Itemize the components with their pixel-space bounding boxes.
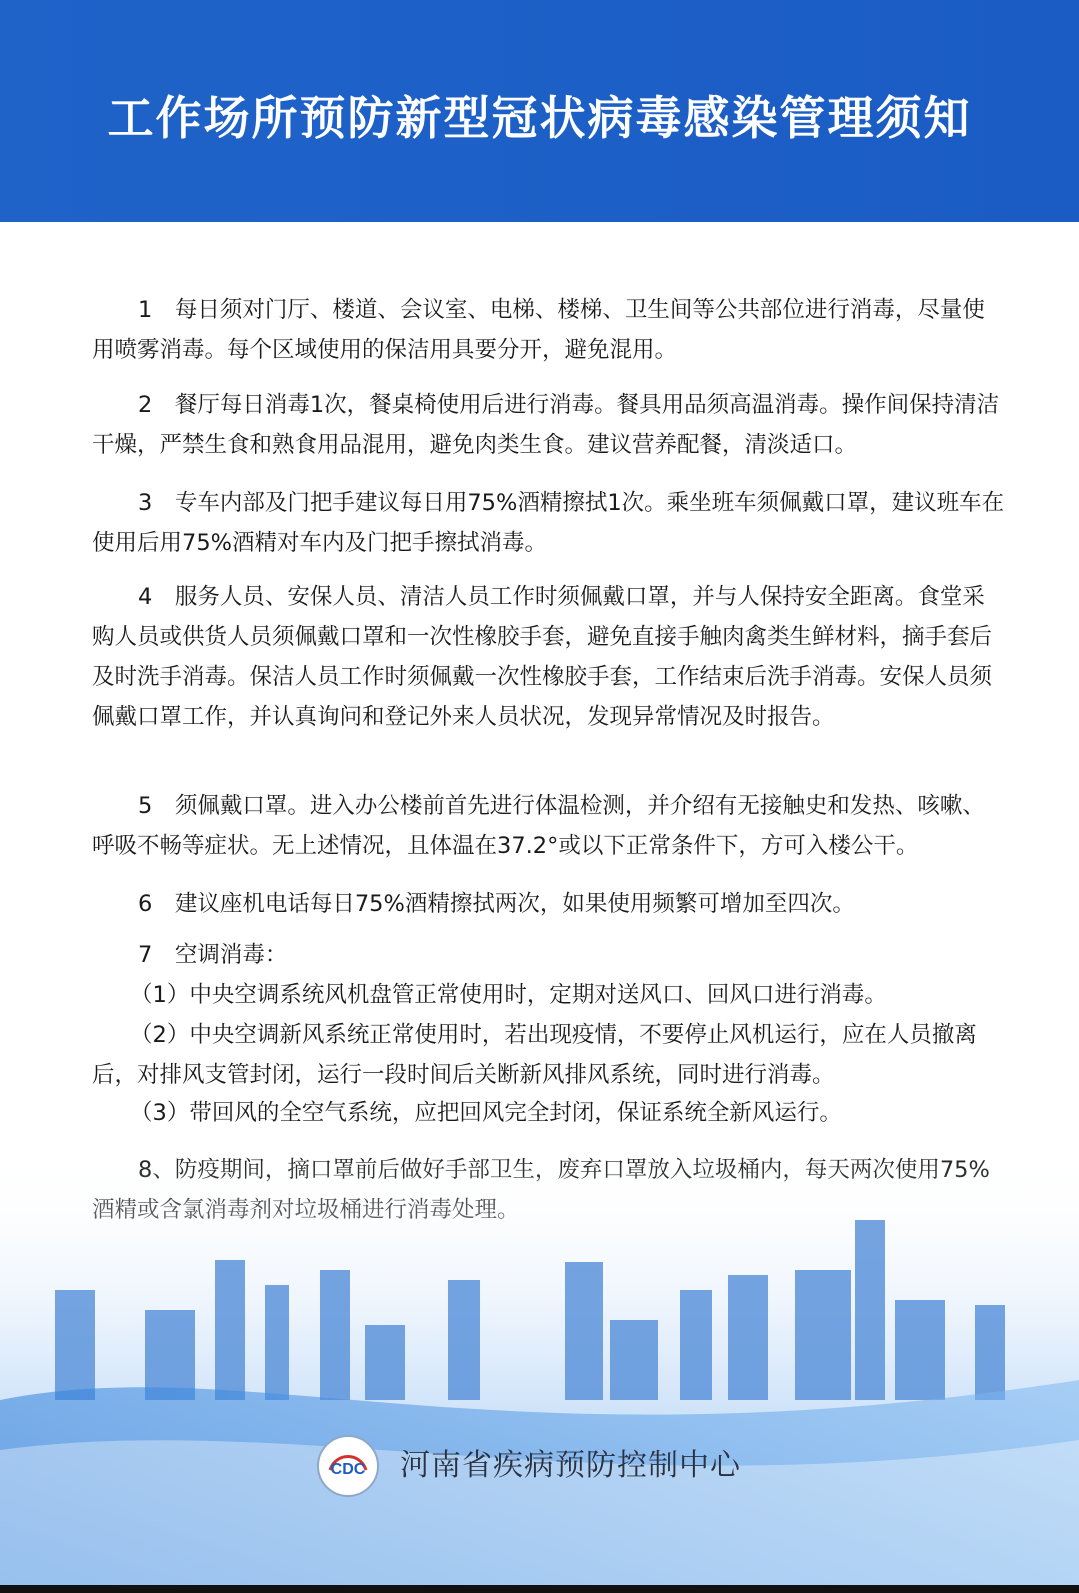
notice-item-7: 7 空调消毒： <box>138 942 288 968</box>
organization-name: 河南省疾病预防控制中心 <box>400 1448 741 1483</box>
notice-item-3: 3 专车内部及门把手建议每日用75%酒精擦拭1次。乘坐班车须佩戴口罩，建议班车在使用后用75%酒精对车内及门把手擦拭消毒。 <box>92 490 1005 556</box>
notice-item-7-2: （2）中央空调新风系统正常使用时，若出现疫情，不要停止风机运行，应在人员撤离后，对排风支管封闭，运行一段时间后关断新风排风系统，同时进行消毒。 <box>92 1022 977 1088</box>
bottom-strip <box>0 1585 1079 1593</box>
notice-item-7-1: （1）中央空调系统风机盘管正常使用时，定期对送风口、回风口进行消毒。 <box>130 982 887 1008</box>
header-banner <box>0 0 1079 222</box>
notice-item-6: 6 建议座机电话每日75%酒精擦拭两次，如果使用频繁可增加至四次。 <box>138 891 855 917</box>
notice-item-1: 1 每日须对门厅、楼道、会议室、电梯、楼梯、卫生间等公共部位进行消毒，尽量使用喷雾消毒。每个区域使用的保洁用具要分开，避免混用。 <box>92 297 985 363</box>
notice-item-7-3: （3）带回风的全空气系统，应把回风完全封闭，保证系统全新风运行。 <box>130 1100 842 1126</box>
cdc-logo <box>316 1434 380 1498</box>
page-title: 工作场所预防新型冠状病毒感染管理须知 <box>107 91 972 145</box>
notice-item-2: 2 餐厅每日消毒1次，餐桌椅使用后进行消毒。餐具用品须高温消毒。操作间保持清洁干燥，严禁生食和熟食用品混用，避免肉类生食。建议营养配餐，清淡适口。 <box>92 392 1000 458</box>
city-skyline-illustration <box>0 1150 1079 1593</box>
notice-item-5: 5 须佩戴口罩。进入办公楼前首先进行体温检测，并介绍有无接触史和发热、咳嗽、呼吸不畅等症状。无上述情况，且体温在37.2°或以下正常条件下，方可入楼公干。 <box>92 793 985 859</box>
cdc-logo-text: CDC <box>330 1461 366 1478</box>
notice-item-4: 4 服务人员、安保人员、清洁人员工作时须佩戴口罩，并与人保持安全距离。食堂采购人员或供货人员须佩戴口罩和一次性橡胶手套，避免直接手触肉禽类生鲜材料，摘手套后及时洗手消毒。保洁人员工作时须佩戴一次性橡胶手套，工作结束后洗手消毒。安保人员须佩戴口罩工作，并认真询问和登记外来人员状况，发现异常情况及时报告。 <box>92 584 993 730</box>
